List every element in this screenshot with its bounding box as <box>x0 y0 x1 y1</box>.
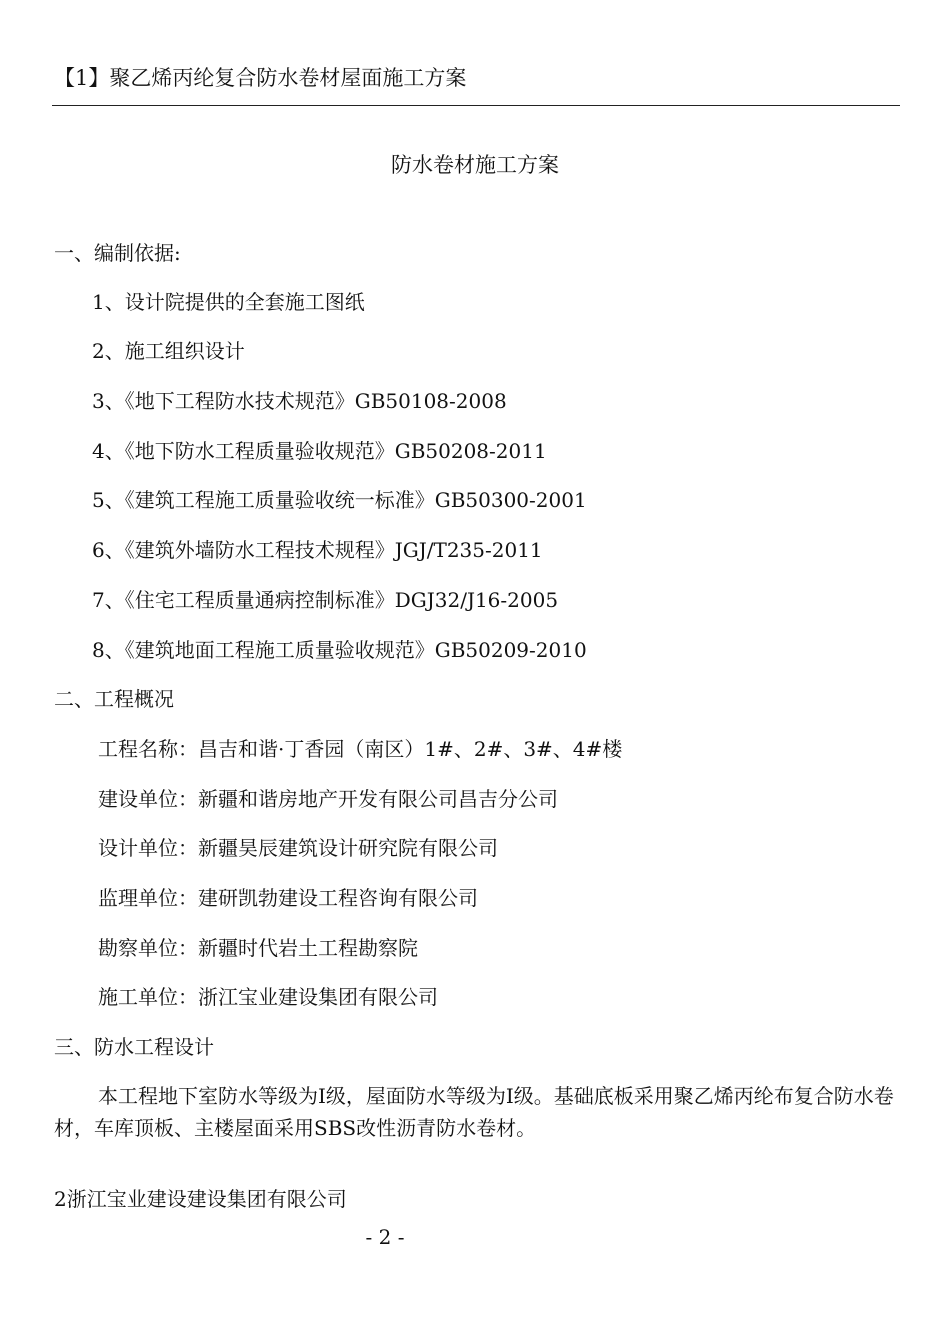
document-title: 防水卷材施工方案 <box>391 153 559 177</box>
project-name-field: 工程名称：昌吉和谐·丁香园（南区）1#、2#、3#、4#楼 <box>98 737 623 761</box>
owner-unit-field: 建设单位：新疆和谐房地产开发有限公司昌吉分公司 <box>98 787 558 811</box>
section-heading-overview: 二、工程概况 <box>54 687 174 711</box>
basis-item: 8、《建筑地面工程施工质量验收规范》GB50209-2010 <box>92 638 587 662</box>
basis-item: 4、《地下防水工程质量验收规范》GB50208-2011 <box>92 439 547 463</box>
footer-company: 2浙江宝业建设建设集团有限公司 <box>54 1187 347 1211</box>
basis-item: 5、《建筑工程施工质量验收统一标准》GB50300-2001 <box>92 488 587 512</box>
page-number: - 2 - <box>365 1225 405 1249</box>
header-divider <box>52 105 900 106</box>
basis-item: 3、《地下工程防水技术规范》GB50108-2008 <box>92 389 507 413</box>
basis-item: 2、施工组织设计 <box>92 339 245 363</box>
design-paragraph <box>54 1080 904 1144</box>
basis-item: 1、设计院提供的全套施工图纸 <box>92 290 365 314</box>
survey-unit-field: 勘察单位：新疆时代岩土工程勘察院 <box>98 936 418 960</box>
construction-unit-field: 施工单位：浙江宝业建设集团有限公司 <box>98 985 438 1009</box>
design-paragraph-text: 本工程地下室防水等级为Ⅰ级，屋面防水等级为Ⅰ级。基础底板采用聚乙烯丙纶布复合防水卷材，车库顶板、主楼屋面采用SBS改性沥青防水卷材。 <box>54 1084 894 1140</box>
section-heading-design: 三、防水工程设计 <box>54 1035 214 1059</box>
basis-item: 7、《住宅工程质量通病控制标准》DGJ32/J16-2005 <box>92 588 559 612</box>
design-unit-field: 设计单位：新疆昊辰建筑设计研究院有限公司 <box>98 836 498 860</box>
section-heading-basis: 一、编制依据: <box>54 241 181 265</box>
running-header-title: 【1】聚乙烯丙纶复合防水卷材屋面施工方案 <box>54 66 467 90</box>
supervision-unit-field: 监理单位：建研凯勃建设工程咨询有限公司 <box>98 886 478 910</box>
basis-item: 6、《建筑外墙防水工程技术规程》JGJ/T235-2011 <box>92 538 543 562</box>
